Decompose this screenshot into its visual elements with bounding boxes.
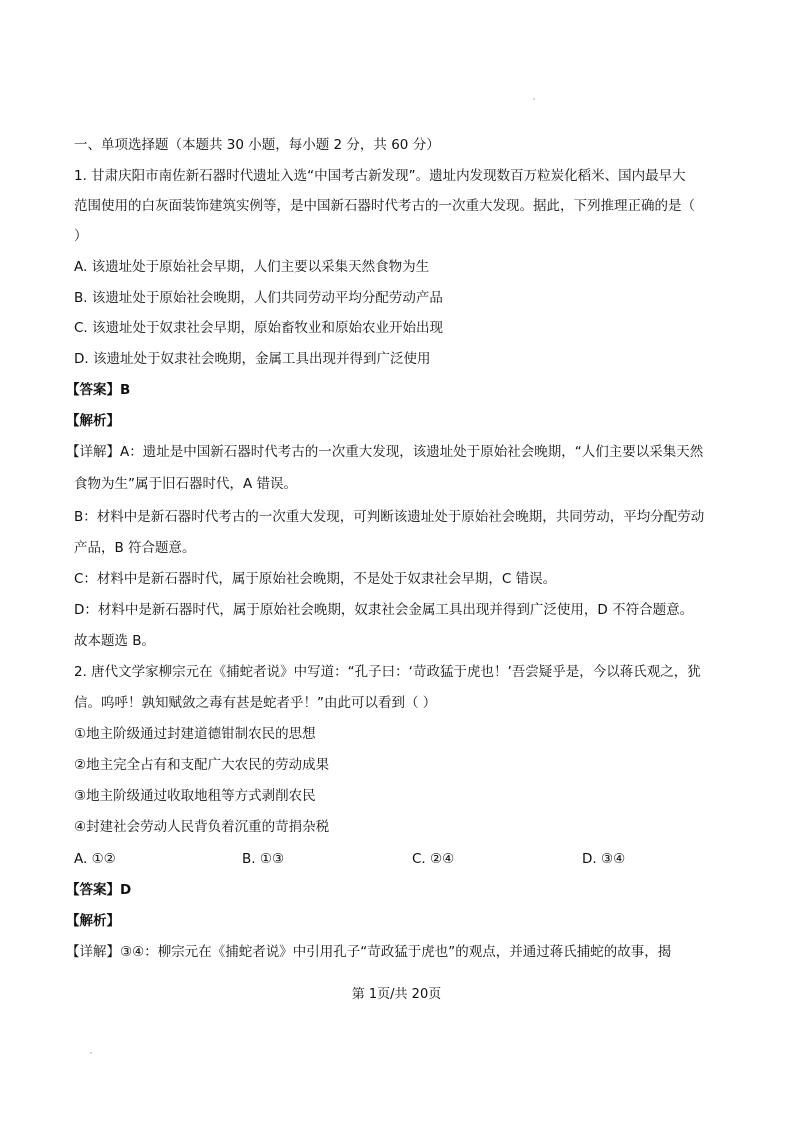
q1-stem-line: 范围使用的白灰面装饰建筑实例等，是中国新石器时代考古的一次重大发现。据此，下列推理正确的是（ xyxy=(74,198,695,214)
q1-option-d: D. 该遗址处于奴隶社会晚期，金属工具出现并得到广泛使用 xyxy=(74,351,431,367)
q1-answer: 【答案】B xyxy=(66,382,131,398)
q1-conclusion: 故本题选 B。 xyxy=(74,633,156,649)
q2-detail-line: 【详解】③④：柳宗元在《捕蛇者说》中引用孔子“苛政猛于虎也”的观点，并通过蒋氏捕蛇的故事，揭 xyxy=(66,944,672,960)
q1-option-b: B. 该遗址处于原始社会晚期，人们共同劳动平均分配劳动产品 xyxy=(74,290,443,306)
section-heading: 一、单项选择题（本题共 30 小题，每小题 2 分，共 60 分） xyxy=(74,137,440,153)
q1-analysis-label: 【解析】 xyxy=(66,413,120,429)
q1-detail-line: 【详解】A：遗址是中国新石器时代考古的一次重大发现，该遗址处于原始社会晚期，“人们主要以采集天然 xyxy=(66,444,704,460)
q2-stem-line: 2. 唐代文学家柳宗元在《捕蛇者说》中写道：“孔子曰：‘苛政猛于虎也！’吾尝疑乎是，今以蒋氏观之，犹 xyxy=(74,664,701,680)
q1-option-c: C. 该遗址处于奴隶社会早期，原始畜牧业和原始农业开始出现 xyxy=(74,320,444,336)
q2-option-c: C. ②④ xyxy=(412,851,455,867)
q2-stem-line: 信。呜呼！孰知赋敛之毒有甚是蛇者乎！”由此可以看到（ ） xyxy=(74,695,437,711)
q2-statement: ②地主完全占有和支配广大农民的劳动成果 xyxy=(74,757,330,773)
q1-detail-line: C：材料中是新石器时代，属于原始社会晚期，不是处于奴隶社会早期，C 错误。 xyxy=(74,571,557,587)
q1-detail-line: 食物为生”属于旧石器时代，A 错误。 xyxy=(74,476,298,492)
q1-stem-line: 1. 甘肃庆阳市南佐新石器时代遗址入选“中国考古新发现”。遗址内发现数百万粒炭化稻米、国内最早大 xyxy=(74,168,686,184)
q2-statement: ③地主阶级通过收取地租等方式剥削农民 xyxy=(74,788,316,804)
q1-detail-line: 产品，B 符合题意。 xyxy=(74,540,196,556)
q2-option-b: B. ①③ xyxy=(242,851,285,867)
scan-speck xyxy=(90,1052,92,1054)
page-footer: 第 1页/共 20页 xyxy=(351,987,442,1002)
q2-option-a: A. ①② xyxy=(74,851,116,867)
scan-speck xyxy=(533,98,535,100)
q2-analysis-label: 【解析】 xyxy=(66,913,120,929)
q1-option-a: A. 该遗址处于原始社会早期，人们主要以采集天然食物为生 xyxy=(74,259,430,275)
q2-statement: ①地主阶级通过封建道德钳制农民的思想 xyxy=(74,726,316,742)
q2-statement: ④封建社会劳动人民背负着沉重的苛捐杂税 xyxy=(74,819,330,835)
q2-options-row xyxy=(74,850,714,868)
q1-stem-line: ） xyxy=(74,228,88,244)
q1-detail-line: D：材料中是新石器时代，属于原始社会晚期，奴隶社会金属工具出现并得到广泛使用，D 不符合题意。 xyxy=(74,602,694,618)
q2-answer: 【答案】D xyxy=(66,882,132,898)
q1-detail-line: B：材料中是新石器时代考古的一次重大发现，可判断该遗址处于原始社会晚期，共同劳动，平均分配劳动 xyxy=(74,509,705,525)
q2-option-d: D. ③④ xyxy=(582,851,626,867)
